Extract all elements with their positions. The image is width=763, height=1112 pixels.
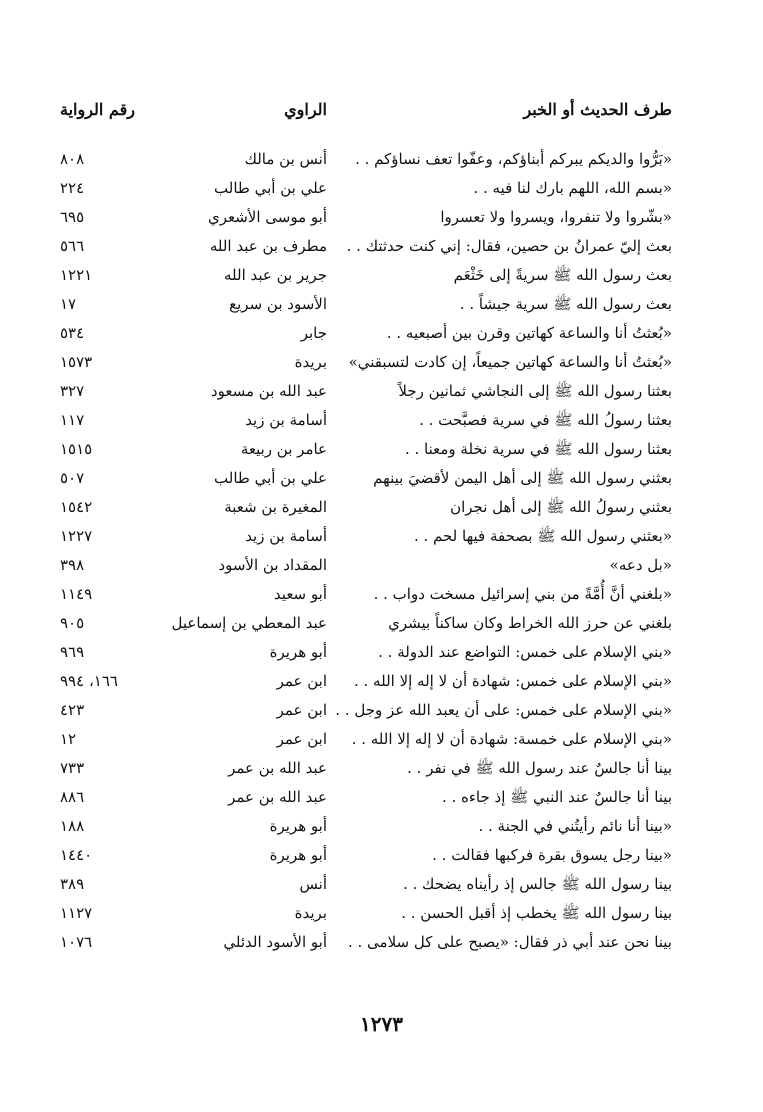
hadith-text: بعث رسول الله ﷺ سرية جيشاً . .	[459, 295, 672, 313]
narration-number: ٨٠٨	[60, 150, 85, 168]
hadith-text: «بعثني رسول الله ﷺ بصحفة فيها لحم . .	[413, 527, 672, 545]
table-row	[60, 291, 672, 320]
narrator-name: علي بن أبي طالب	[214, 469, 327, 487]
narrator-name: أبو موسى الأشعري	[207, 208, 327, 226]
table-row	[60, 378, 672, 407]
narration-number: ١٥١٥	[60, 440, 93, 458]
narration-number: ١٢	[60, 730, 77, 748]
table-row	[60, 320, 672, 349]
table-row	[60, 697, 672, 726]
narration-number: ١٤٤٠	[60, 846, 93, 864]
narrator-name: عامر بن ربيعة	[240, 440, 327, 458]
hadith-text: بلغني عن حرز الله الخراط وكان ساكناً بيشري	[388, 614, 672, 632]
narrator-name: عبد المعطي بن إسماعيل	[171, 614, 327, 632]
narration-number: ١٠٧٦	[60, 933, 93, 951]
table-header	[60, 100, 672, 134]
narrator-name: أبو الأسود الدئلي	[223, 933, 327, 951]
narrator-name: أبو هريرة	[269, 643, 327, 661]
table-row	[60, 349, 672, 378]
narration-number: ٣٨٩	[60, 875, 85, 893]
narrator-name: المغيرة بن شعبة	[224, 498, 327, 516]
table-row	[60, 146, 672, 175]
narrator-name: ابن عمر	[276, 730, 327, 748]
narration-number: ١٦٦، ٩٩٤	[60, 672, 118, 690]
hadith-text: بينا نحن عند أبي ذر فقال: «يصبح على كل سلامى . .	[347, 933, 672, 951]
narration-number: ٣٩٨	[60, 556, 85, 574]
narrator-name: أنس بن مالك	[244, 150, 327, 168]
table-row	[60, 262, 672, 291]
narration-number: ٩٠٥	[60, 614, 85, 632]
hadith-text: «بني الإسلام على خمس: على أن يعبد الله عز وجل . .	[335, 701, 672, 719]
narration-number: ٤٢٣	[60, 701, 85, 719]
narration-number: ١١٧	[60, 411, 85, 429]
hadith-text: «بشّروا ولا تنفروا، ويسروا ولا تعسروا	[440, 208, 672, 226]
narrator-name: بريدة	[294, 353, 327, 371]
narrator-name: الأسود بن سريع	[229, 295, 327, 313]
narration-number: ١٥٤٢	[60, 498, 93, 516]
narration-number: ٥٠٧	[60, 469, 85, 487]
narration-number: ١٧	[60, 295, 77, 313]
table-row	[60, 204, 672, 233]
narration-number: ١١٤٩	[60, 585, 93, 603]
page-number: ١٢٧٣	[360, 1012, 403, 1036]
narrator-name: أبو سعيد	[273, 585, 327, 603]
narrator-name: ابن عمر	[276, 701, 327, 719]
narration-number: ٢٢٤	[60, 179, 85, 197]
index-table	[60, 146, 672, 958]
hadith-text: بعثنا رسول الله ﷺ إلى النجاشي ثمانين رجلاً	[398, 382, 672, 400]
narrator-name: أبو هريرة	[269, 817, 327, 835]
table-row	[60, 610, 672, 639]
narrator-name: مطرف بن عبد الله	[209, 237, 327, 255]
narrator-name: جرير بن عبد الله	[224, 266, 327, 284]
narrator-name: علي بن أبي طالب	[214, 179, 327, 197]
hadith-text: «بُعثتُ أنا والساعة كهاتين وقرن بين أصبعيه . .	[386, 324, 672, 342]
narration-number: ١٥٧٣	[60, 353, 93, 371]
narrator-name: المقداد بن الأسود	[218, 556, 327, 574]
narrator-name: أسامة بن زيد	[245, 411, 327, 429]
narrator-name: جابر	[300, 324, 327, 342]
hadith-text: «بينا رجل يسوق بقرة فركبها فقالت . .	[432, 846, 672, 864]
table-row	[60, 900, 672, 929]
hadith-text: بينا أنا جالسٌ عند النبي ﷺ إذ جاءه . .	[441, 788, 672, 806]
table-row	[60, 784, 672, 813]
table-row	[60, 871, 672, 900]
narration-number: ١٢٢٧	[60, 527, 93, 545]
table-row	[60, 726, 672, 755]
hadith-text: «بني الإسلام على خمسة: شهادة أن لا إله إلا الله . .	[351, 730, 672, 748]
table-row	[60, 407, 672, 436]
table-row	[60, 929, 672, 958]
table-row	[60, 842, 672, 871]
narration-number: ١٢٢١	[60, 266, 93, 284]
narrator-name: ابن عمر	[276, 672, 327, 690]
hadith-text: بعثني رسول الله ﷺ إلى أهل اليمن لأقضيَ بينهم	[373, 469, 672, 487]
table-row	[60, 175, 672, 204]
narration-number: ١٨٨	[60, 817, 85, 835]
narrator-name: عبد الله بن عمر	[228, 788, 327, 806]
narration-number: ١١٢٧	[60, 904, 93, 922]
hadith-text: بينا رسول الله ﷺ جالس إذ رأيناه يضحك . .	[402, 875, 672, 893]
narration-number: ٦٩٥	[60, 208, 85, 226]
hadith-text: بعثنا رسول الله ﷺ في سرية نخلة ومعنا . .	[404, 440, 672, 458]
hadith-text: «بينا أنا نائم رأيتُني في الجنة . .	[478, 817, 672, 835]
table-row	[60, 581, 672, 610]
narration-number: ٥٣٤	[60, 324, 85, 342]
hadith-text: بينا رسول الله ﷺ يخطب إذ أقبل الحسن . .	[401, 904, 672, 922]
narrator-name: عبد الله بن عمر	[228, 759, 327, 777]
table-row	[60, 465, 672, 494]
hadith-text: بعث رسول الله ﷺ سريةً إلى خَثْعَم	[453, 266, 672, 284]
narrator-name: أبو هريرة	[269, 846, 327, 864]
table-row	[60, 494, 672, 523]
header-hadith: طرف الحديث أو الخبر	[523, 100, 672, 119]
table-row	[60, 639, 672, 668]
table-row	[60, 813, 672, 842]
table-row	[60, 668, 672, 697]
table-row	[60, 552, 672, 581]
narrator-name: عبد الله بن مسعود	[210, 382, 327, 400]
narrator-name: أنس	[299, 875, 327, 893]
hadith-text: بعثنا رسولُ الله ﷺ في سرية فصبَّحت . .	[419, 411, 672, 429]
hadith-text: «بلغني أنَّ أُمَّةً من بني إسرائيل مسخت دواب . .	[373, 585, 672, 603]
narration-number: ٥٦٦	[60, 237, 85, 255]
narration-number: ٨٨٦	[60, 788, 85, 806]
hadith-text: بعث إليّ عمرانُ بن حصين، فقال: إني كنت حدثتك . .	[346, 237, 672, 255]
hadith-text: «بسم الله، اللهم بارك لنا فيه . .	[473, 179, 672, 197]
header-number: رقم الرواية	[60, 100, 135, 119]
narration-number: ٣٢٧	[60, 382, 85, 400]
table-row	[60, 523, 672, 552]
hadith-text: بعثني رسولُ الله ﷺ إلى أهل نجران	[450, 498, 672, 516]
narrator-name: بريدة	[294, 904, 327, 922]
narration-number: ٩٦٩	[60, 643, 85, 661]
hadith-text: بينا أنا جالسٌ عند رسول الله ﷺ في نفر . .	[407, 759, 672, 777]
narrator-name: أسامة بن زيد	[245, 527, 327, 545]
hadith-text: «بُعثتُ أنا والساعة كهاتين جميعاً، إن كادت لتسبقني»	[348, 353, 672, 371]
hadith-text: «بل دعه»	[609, 556, 672, 574]
narration-number: ٧٣٣	[60, 759, 85, 777]
hadith-text: «بني الإسلام على خمس: شهادة أن لا إله إلا الله . .	[353, 672, 672, 690]
table-row	[60, 233, 672, 262]
header-narrator: الراوي	[284, 100, 327, 119]
hadith-text: «بني الإسلام على خمس: التواضع عند الدولة . .	[378, 643, 672, 661]
hadith-text: «بَرُّوا والديكم يبركم أبناؤكم، وعفّوا تعف نساؤكم . .	[355, 150, 672, 168]
table-row	[60, 436, 672, 465]
table-row	[60, 755, 672, 784]
